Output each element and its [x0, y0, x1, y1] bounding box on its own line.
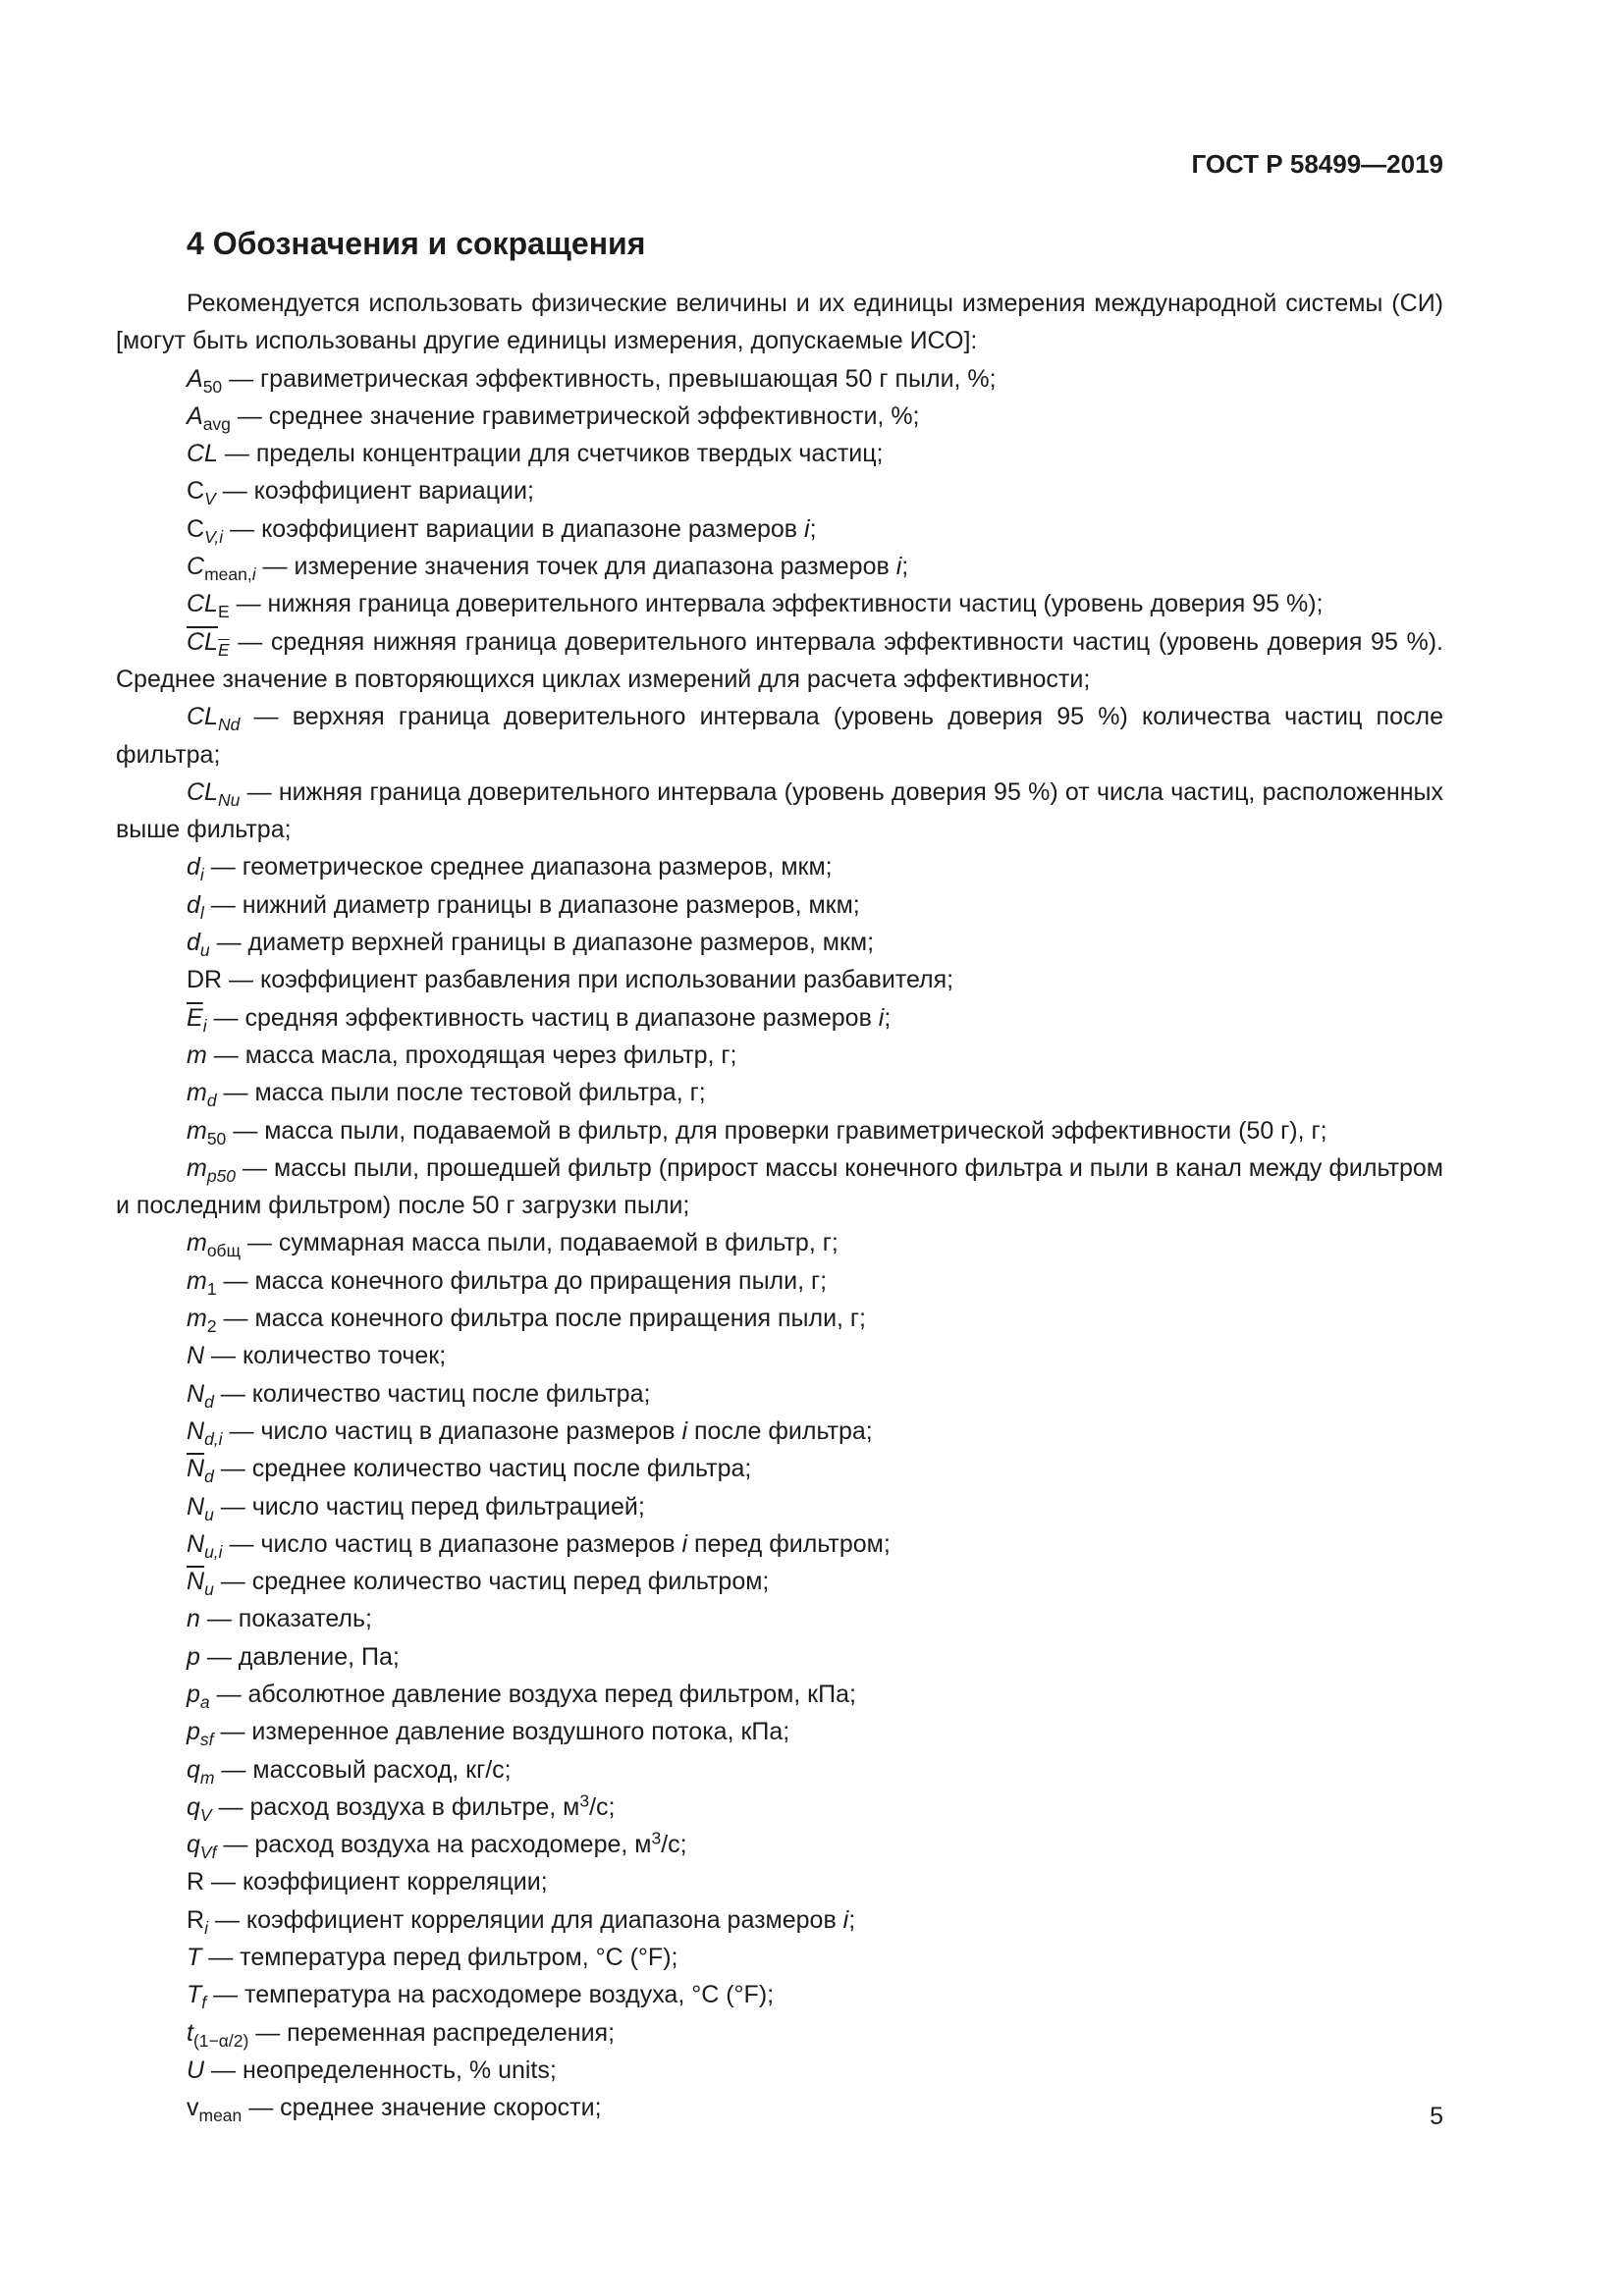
symbol-item: $q_{Vf}$ — расход воздуха на расходомере, $м^3/с$; [187, 1828, 687, 1863]
intro-paragraph: Рекомендуется использовать физические величины и их единицы измерения международной системы (СИ) [могут быть использованы другие единицы измерения, допускаемые ИСО]: [116, 290, 1443, 355]
symbol-item: T — температура перед фильтром, °C (°F); [187, 1944, 678, 1972]
symbol-item: $R_i$ — коэффициент корреляции для диапазона размеров i; [187, 1905, 856, 1938]
symbol-item: $A_{50}$ — гравиметрическая эффективность, превышающая 50 г пыли, %; [187, 364, 997, 397]
symbol-item: $q_m$ — массовый расход, кг/с; [187, 1755, 512, 1788]
symbol-item: n — показатель; [187, 1605, 372, 1633]
symbol-item: $m_d$ — масса пыли после тестовой фильтра, г; [187, 1079, 706, 1111]
symbol-item: DR — коэффициент разбавления при использовании разбавителя; [187, 966, 954, 994]
symbol-item: $\overline{E}_i$ — средняя эффективность частиц в диапазоне размеров i; [187, 1003, 892, 1036]
symbol-item: $N_d$ — количество частиц после фильтра; [187, 1379, 651, 1412]
symbol-item: $CL_{Nd}$ — верхняя граница доверительного интервала (уровень доверия 95 %) количества частиц после фильтра; [116, 703, 1443, 769]
symbol-item: $T_f$ — температура на расходомере воздуха, °C (°F); [187, 1981, 775, 2013]
symbol-item: R — коэффициент корреляции; [187, 1868, 548, 1896]
symbol-item: m — масса масла, проходящая через фильтр, г; [187, 1041, 737, 1069]
symbol-item: N — количество точек; [187, 1342, 447, 1370]
symbol-item: $m_{50}$ — масса пыли, подаваемой в фильтр, для проверки гравиметрической эффективности (50 г), г; [187, 1116, 1327, 1148]
symbol-item: $C_{V,i}$ — коэффициент вариации в диапазоне размеров i; [187, 514, 817, 547]
symbol-item: $m_{p50}$ — массы пыли, прошедшей фильтр (прирост массы конечного фильтра и пыли в канал между фильтром и последним фильтром) после 50 г загрузки пыли; [116, 1153, 1443, 1220]
symbol-item: $CL_E$ — нижняя граница доверительного интервала эффективности частиц (уровень доверия 95 %); [187, 590, 1324, 622]
symbol-item: $m_{общ}$ — суммарная масса пыли, подаваемой в фильтр, г; [187, 1229, 839, 1261]
symbol-item: $q_V$ — расход воздуха в фильтре, $м^3/с$; [187, 1790, 616, 1825]
symbol-item: $d_u$ — диаметр верхней границы в диапазоне размеров, мкм; [187, 929, 875, 961]
symbol-item: CL — пределы концентрации для счетчиков твердых частиц; [187, 440, 884, 468]
section-title: 4 Обозначения и сокращения [187, 226, 646, 261]
symbol-item: $C_V$ — коэффициент вариации; [187, 477, 534, 509]
symbol-item: $\overline{N}_u$ — среднее количество частиц перед фильтром; [187, 1568, 770, 1600]
symbol-item: $A_{avg}$ — среднее значение гравиметрической эффективности, %; [187, 401, 920, 435]
symbol-item: U — неопределенность, % units; [187, 2056, 557, 2084]
symbol-item: $d_i$ — геометрическое среднее диапазона размеров, мкм; [187, 853, 833, 885]
symbol-item: $t_{(1-\alpha/2)}$ — переменная распределения; [187, 2018, 616, 2051]
symbol-item: $m_1$ — масса конечного фильтра до приращения пыли, г; [187, 1266, 828, 1299]
symbol-item: $\overline{N}_d$ — среднее количество частиц после фильтра; [187, 1455, 752, 1487]
symbol-item: $C_{mean,i}$ — измерение значения точек для диапазона размеров i; [187, 553, 909, 585]
symbols-list [116, 285, 1443, 2127]
symbol-item: p — давление, Па; [187, 1642, 400, 1671]
document-code: ГОСТ Р 58499—2019 [1191, 149, 1443, 179]
symbol-item: $p_a$ — абсолютное давление воздуха перед фильтром, кПа; [187, 1680, 856, 1713]
symbol-item: $N_u$ — число частиц перед фильтрацией; [187, 1492, 645, 1524]
symbol-item: $v_{mean}$ — среднее значение скорости; [187, 2094, 602, 2126]
symbol-item: $d_l$ — нижний диаметр границы в диапазоне размеров, мкм; [187, 890, 860, 923]
symbol-item: $N_{d,i}$ — число частиц в диапазоне размеров i после фильтра; [187, 1416, 873, 1450]
symbol-item: $p_{sf}$ — измеренное давление воздушного потока, кПа; [187, 1718, 790, 1750]
symbol-item: $m_2$ — масса конечного фильтра после приращения пыли, г; [187, 1305, 867, 1337]
symbol-item: $\overline{CL}_{\overline{E}}$ — средняя нижняя граница доверительного интервала эффективности частиц (уровень доверия 95 %). Среднее значение в повторяющихся циклах измерений для расчета эффективности; [116, 627, 1443, 693]
symbol-item: $N_{u,i}$ — число частиц в диапазоне размеров i перед фильтром; [187, 1529, 891, 1562]
symbol-item: $CL_{Nu}$ — нижняя граница доверительного интервала (уровень доверия 95 %) от числа частиц, расположенных выше фильтра; [116, 777, 1443, 844]
page-number: 5 [1430, 2103, 1443, 2130]
